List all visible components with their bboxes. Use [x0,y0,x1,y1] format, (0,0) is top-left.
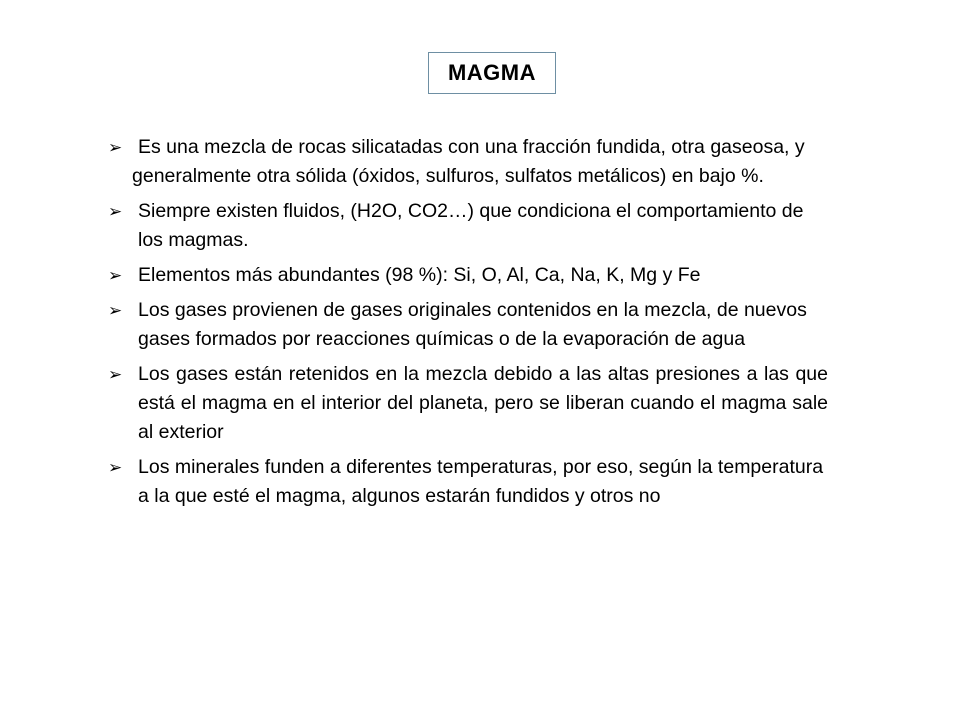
list-item [108,453,828,511]
list-item [108,197,828,255]
arrow-bullet-icon: ➢ [108,138,123,157]
bullet-text: Los minerales funden a diferentes temperaturas, por eso, según la temperatura a la que esté el magma, algunos estarán fundidos y otros no [138,456,824,507]
bullet-continuation-text: generalmente otra sólida (óxidos, sulfuros, sulfatos metálicos) en bajo %. [132,165,764,187]
bullet-text: Los gases provienen de gases originales contenidos en la mezcla, de nuevos gases formados por reacciones químicas o de la evaporación de agua [138,299,807,350]
bullet-list [108,133,828,517]
bullet-text: Siempre existen fluidos, (H2O, CO2…) que condiciona el comportamiento de los magmas. [138,200,804,251]
list-item [108,261,828,290]
arrow-bullet-icon: ➢ [108,202,123,221]
arrow-bullet-icon: ➢ [108,365,123,384]
bullet-text: Elementos más abundantes (98 %): Si, O, Al, Ca, Na, K, Mg y Fe [138,264,701,286]
arrow-bullet-icon: ➢ [108,301,123,320]
bullet-text: Los gases están retenidos en la mezcla debido a las altas presiones a las que está el magma en el interior del planeta, pero se liberan cuando el magma sale al exterior [138,363,828,443]
list-item [108,296,828,354]
arrow-bullet-icon: ➢ [108,458,123,477]
page-title: MAGMA [447,60,537,85]
title-box [428,52,556,94]
list-item [108,133,828,191]
list-item [108,360,828,447]
bullet-text: Es una mezcla de rocas silicatadas con una fracción fundida, otra gaseosa, y [138,136,805,158]
arrow-bullet-icon: ➢ [108,266,123,285]
